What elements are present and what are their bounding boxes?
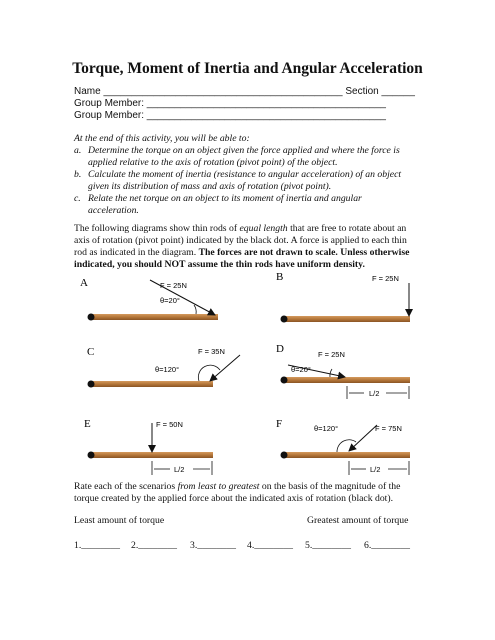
diagram-f (276, 418, 410, 475)
thin-rod (91, 314, 218, 320)
objectives-intro: At the end of this activity, you will be able to: (74, 133, 250, 144)
group-member-field-1: Group Member: ___________________________________________ (74, 98, 386, 109)
distance-label: L/2 (369, 389, 380, 398)
angle-arc (330, 369, 332, 377)
pivot-dot (281, 452, 288, 459)
intro-bold: The forces are not drawn to scale. Unless otherwise (198, 247, 410, 258)
intro-emphasis: equal length (239, 223, 288, 234)
force-arrow (349, 425, 377, 451)
angle-arc (194, 305, 196, 314)
objective-line: Relate the net torque on an object to its moment of inertia and angular (88, 193, 362, 204)
diagram-b (276, 271, 410, 323)
rank-blank-5[interactable]: 5.________ (305, 540, 352, 551)
objective-letter: a. (74, 145, 82, 156)
diagram-c (87, 346, 240, 388)
angle-label: θ=20° (160, 296, 180, 305)
angle-arc (337, 440, 356, 452)
intro-text: axis of rotation (pivot point) indicated by the black dot. A force is applied to each thin (74, 235, 407, 246)
name-field: Name ___________________________________________ Section ______ (74, 86, 415, 97)
force-label: F = 35N (198, 347, 225, 356)
angle-label: θ=120° (155, 365, 180, 374)
angle-label: θ=20° (291, 365, 311, 374)
rank-blank-1[interactable]: 1.________ (74, 540, 121, 551)
objective-line: applied relative to the axis of rotation (pivot point) of the object. (88, 157, 338, 168)
intro-text: that are free to rotate about an (287, 223, 407, 234)
rank-blank-4[interactable]: 4.________ (247, 540, 294, 551)
rank-blank-6[interactable]: 6.________ (364, 540, 411, 551)
diagram-d (276, 343, 410, 399)
intro-bold: indicated, you should NOT assume the thin rods have uniform density. (74, 259, 365, 270)
intro-text: The following diagrams show thin rods of (74, 223, 240, 234)
diagram-label: A (80, 277, 88, 289)
angle-arc (198, 365, 220, 381)
diagram-label: F (276, 418, 283, 430)
force-label: F = 25N (372, 274, 399, 283)
distance-label: L/2 (174, 465, 185, 474)
objective-letter: b. (74, 169, 82, 180)
pivot-dot (281, 316, 288, 323)
distance-label: L/2 (370, 465, 381, 474)
diagram-label: C (87, 346, 95, 358)
objective-letter: c. (74, 193, 81, 204)
thin-rod (284, 316, 410, 322)
thin-rod (91, 452, 213, 458)
least-torque-label: Least amount of torque (74, 515, 165, 526)
rank-blank-3[interactable]: 3.________ (190, 540, 237, 551)
thin-rod (284, 377, 410, 383)
diagram-e (84, 418, 213, 475)
pivot-dot (88, 314, 95, 321)
intro-text: rod as indicated in the diagram. (74, 247, 199, 258)
rank-blank-2[interactable]: 2.________ (131, 540, 178, 551)
rank-text: torque created by the applied force about the indicated axis of rotation (black dot). (74, 493, 394, 504)
force-label: F = 25N (160, 281, 187, 290)
page-title: Torque, Moment of Inertia and Angular Acceleration (72, 60, 423, 77)
group-member-field-2: Group Member: ___________________________________________ (74, 110, 386, 121)
thin-rod (284, 452, 410, 458)
diagram-a (80, 277, 218, 321)
objective-line: Calculate the moment of inertia (resistance to angular acceleration) of an object (88, 169, 402, 180)
objective-line: Determine the torque on an object given the force applied and where the force is (88, 145, 400, 156)
objective-line: given its distribution of mass and axis of rotation (pivot point). (88, 181, 332, 192)
diagram-label: B (276, 271, 284, 283)
force-arrow (210, 355, 240, 381)
force-label: F = 25N (318, 350, 345, 359)
force-label: F = 50N (156, 420, 183, 429)
diagram-label: D (276, 343, 284, 355)
rank-text: Rate each of the scenarios (74, 481, 178, 492)
ranking-instructions (74, 481, 434, 505)
diagram-label: E (84, 418, 91, 430)
thin-rod (91, 381, 213, 387)
greatest-torque-label: Greatest amount of torque (307, 515, 409, 526)
pivot-dot (88, 452, 95, 459)
rank-text: on the basis of the magnitude of the (259, 481, 401, 492)
pivot-dot (281, 377, 288, 384)
angle-label: θ=120° (314, 424, 339, 433)
rank-emphasis: from least to greatest (177, 481, 260, 492)
objective-line: acceleration. (88, 205, 139, 216)
pivot-dot (88, 381, 95, 388)
force-label: F = 75N (375, 424, 402, 433)
